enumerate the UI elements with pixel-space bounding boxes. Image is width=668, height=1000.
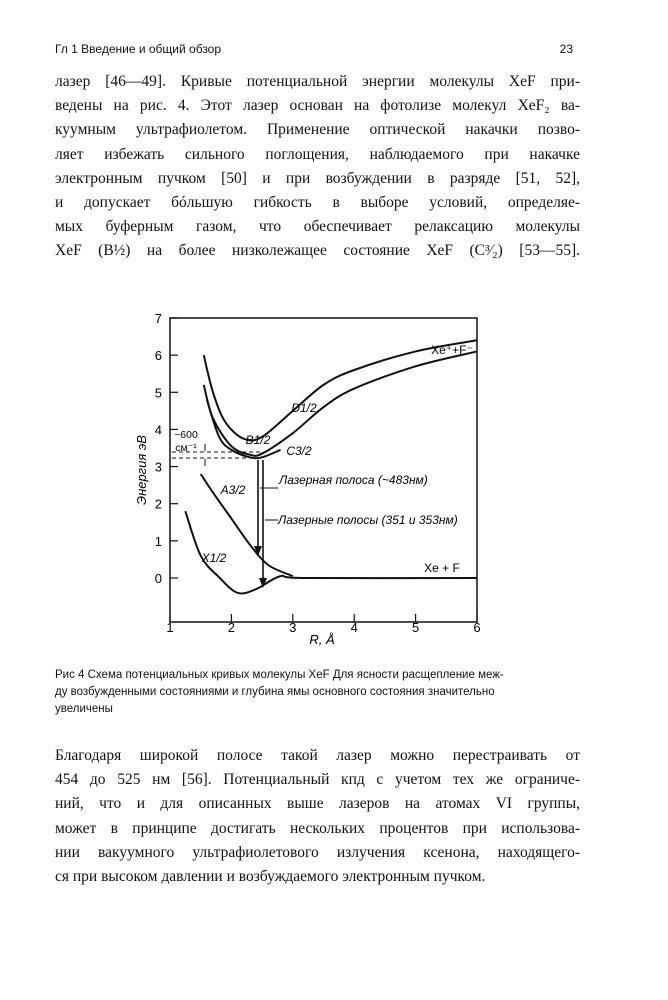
text-line: нии вакуумного ультрафиолетового излучения ксенона, находящего- xyxy=(55,843,580,861)
x-tick-label: 3 xyxy=(289,620,297,635)
laser-band-label: Лазерная полоса (~483нм) xyxy=(279,473,428,487)
text-line: мых буферным газом, что обеспечивает релаксацию молекулы xyxy=(55,218,580,236)
y-tick-label: 0 xyxy=(154,571,162,586)
a-state-label: A3/2 xyxy=(220,483,246,497)
text-line: лазер [46—49]. Кривые потенциальной энергии молекулы XeF при- xyxy=(55,73,580,90)
page-number: 23 xyxy=(559,42,573,56)
d-state-label: D1/2 xyxy=(291,401,317,415)
text-line: может в принципе достигать нескольких процентов при использова- xyxy=(55,819,580,837)
ion-asymptote-label: Xe⁺+F⁻ xyxy=(431,343,473,357)
text-line: XeF (B½) на более низколежащее состояние XeF (C³⁄₂) [53—55]. xyxy=(55,242,580,260)
text-line: и допускает бóльшую гибкость в выборе условий, определяе- xyxy=(55,194,580,212)
caption-line: Рис 4 Схема потенциальных кривых молекулы XeF Для ясности расщепление меж- xyxy=(55,669,504,681)
paragraph-bottom xyxy=(55,744,580,889)
x-tick-label: 6 xyxy=(473,620,481,635)
x-axis-label: R, Å xyxy=(309,632,335,647)
b-state-label: B1/2 xyxy=(245,433,271,447)
text-line: ведены на рис. 4. Этот лазер основан на фотолизе молекул XeF₂ ва- xyxy=(55,97,580,115)
text-line: электронным пучком [50] и при возбуждении в разряде [51, 52], xyxy=(55,169,580,187)
caption-line: ду возбужденными состояниями и глубина ямы основного состояния значительно xyxy=(55,686,495,698)
text-line: 454 до 525 нм [56]. Потенциальный кпд с учетом тех же ограниче- xyxy=(55,771,580,789)
y-tick-label: 4 xyxy=(154,422,162,438)
y-tick-label: 6 xyxy=(154,348,162,364)
y-tick-label: 2 xyxy=(154,496,162,512)
neutral-asymptote-label: Xe + F xyxy=(424,561,460,575)
depth-label-unit: см⁻¹ xyxy=(175,442,197,454)
text-line: ляет избежать сильного поглощения, наблюдаемого при накачке xyxy=(55,145,580,163)
caption-line: увеличены xyxy=(55,703,113,715)
x-tick-label: 2 xyxy=(227,620,236,635)
x-tick-label: 4 xyxy=(350,620,358,635)
text-line: Благодаря широкой полосе такой лазер можно перестраивать от xyxy=(55,747,580,764)
y-tick-label: 5 xyxy=(154,385,162,401)
y-tick-label: 1 xyxy=(154,533,162,549)
c-state-label: C3/2 xyxy=(286,444,312,458)
text-line: ний, что и для описанных выше лазеров на атомах VI группы, xyxy=(55,795,580,813)
running-header: Гл 1 Введение и общий обзор xyxy=(55,42,222,56)
text-line: куумным ультрафиолетом. Применение оптической накачки позво- xyxy=(55,121,580,139)
laser-bands-label: Лазерные полосы (351 и 353нм) xyxy=(278,513,458,527)
text-line: ся при высоком давлении и возбуждаемого электронным пучком. xyxy=(55,868,486,886)
x-tick-label: 1 xyxy=(166,620,174,635)
y-axis-label: Энергия эВ xyxy=(134,435,149,505)
plot-frame xyxy=(170,318,477,622)
depth-label-value: ~600 xyxy=(174,429,198,441)
y-tick-label: 3 xyxy=(154,459,162,475)
figure-caption xyxy=(55,667,580,718)
x-state-label: X1/2 xyxy=(201,551,227,565)
x-tick-label: 5 xyxy=(411,620,420,635)
curves xyxy=(185,340,477,593)
y-tick-label: 7 xyxy=(154,311,162,326)
